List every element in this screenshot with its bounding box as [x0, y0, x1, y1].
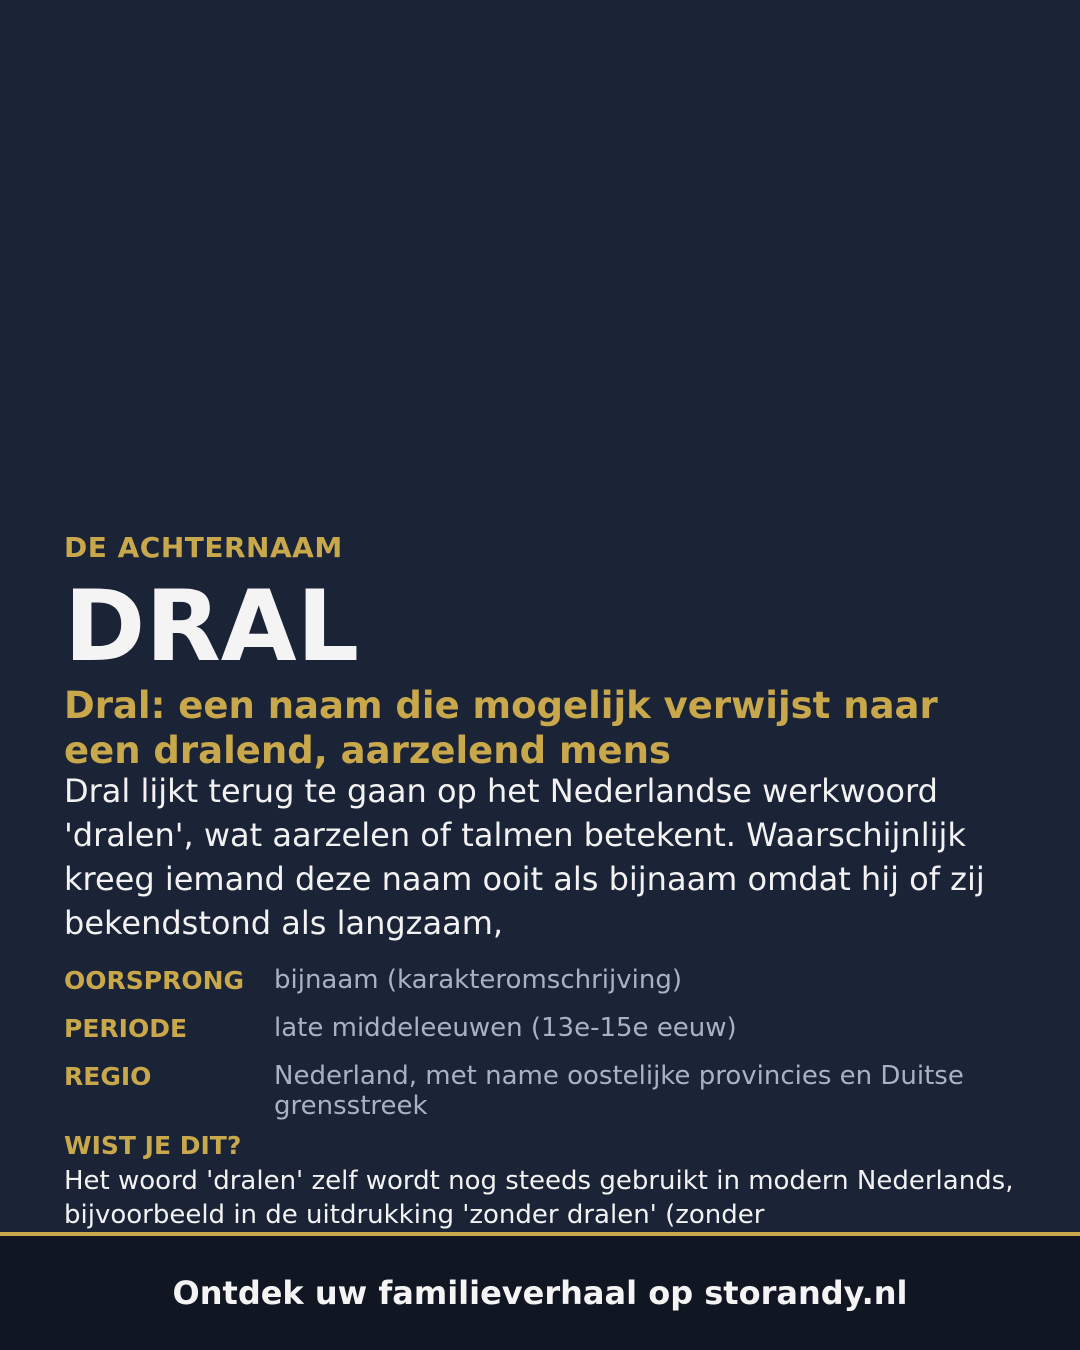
surname-card: [64, 0, 1016, 1232]
fact-row-period: [64, 1011, 1016, 1047]
footer-cta-link[interactable]: Ontdek uw familieverhaal op storandy.nl: [172, 1274, 908, 1312]
eyebrow-label: DE ACHTERNAAM: [64, 531, 343, 564]
surname-description: Dral lijkt terug te gaan op het Nederlandse werkwoord 'dralen', wat aarzelen of talmen betekent. Waarschijnlijk kreeg iemand deze naam ooit als bijnaam omdat hij of zij bekendstond als langzaam,: [64, 772, 985, 942]
fact-value: bijnaam (karakteromschrijving): [274, 965, 682, 995]
fact-label: PERIODE: [64, 1014, 188, 1043]
footer-bar: [0, 1236, 1080, 1350]
surname-title: DRAL: [64, 570, 360, 684]
trivia-text: Het woord 'dralen' zelf wordt nog steeds gebruikt in modern Nederlands, bijvoorbeeld in de uitdrukking 'zonder dralen' (zonder: [64, 1166, 1014, 1230]
fact-row-region: [64, 1059, 1016, 1121]
fact-value: Nederland, met name oostelijke provincies en Duitse grensstreek: [274, 1061, 964, 1121]
fact-value: late middeleeuwen (13e-15e eeuw): [274, 1013, 737, 1043]
facts-list: [64, 963, 1016, 1133]
surname-subtitle: Dral: een naam die mogelijk verwijst naar een dralend, aarzelend mens: [64, 684, 938, 772]
trivia-title: WIST JE DIT?: [64, 1131, 242, 1160]
fact-label: OORSPRONG: [64, 966, 245, 995]
fact-row-origin: [64, 963, 1016, 999]
fact-label: REGIO: [64, 1062, 152, 1091]
